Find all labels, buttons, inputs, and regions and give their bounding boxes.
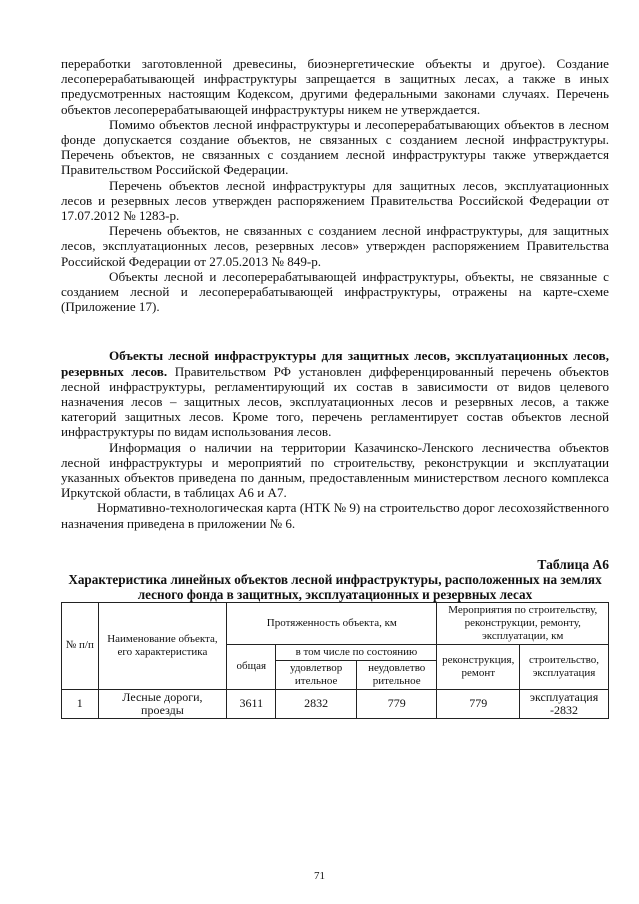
cell-num: 1 — [62, 689, 99, 718]
header-unsatisfactory: неудовлетво рительное — [356, 660, 437, 689]
paragraph-info: Информация о наличии на территории Казачинско-Ленского лесничества объектов лесной инфраструктуры и мероприятий по строительству, реконструкции и эксплуатации указанных объектов приведена по данным, предоставленным министерством лесного комплекса Иркутской области, в таблицах А6 и А7. — [61, 439, 609, 501]
document-page — [61, 56, 609, 719]
paragraph-1: переработки заготовленной древесины, биоэнергетические объекты и другое). Создание лесоперерабатывающей инфраструктуры запрещается в защитных лесах, а также в иных предусмотренных настоящим Кодексом, другими федеральными законами случаях. Перечень объектов лесоперерабатывающей инфраструктуры никем не утверждается. — [61, 56, 609, 117]
page-number: 71 — [314, 870, 325, 882]
table-title: Характеристика линейных объектов лесной инфраструктуры, расположенных на землях лесного фонда в защитных, эксплуатационных и резервных лесах — [68, 571, 602, 602]
section-text: Правительством РФ установлен дифференцированный перечень объектов лесной инфраструктуры, регламентирующий их состав в зависимости от видов целевого назначения лесов – защитных лесов, эксплуатационных лесов и резервных лесов, а также категорий защитных лесов. Кроме того, перечень регламентирует состав объектов лесной инфраструктуры по видам использования лесов. — [61, 363, 609, 440]
paragraph-4: Перечень объектов, не связанных с созданием лесной инфраструктуры, для защитных лесов, эксплуатационных лесов, резервных лесов» утвержден распоряжением Правительства Российской Федерации от 27.05.2013 № 849-р. — [61, 223, 609, 269]
spacer — [61, 314, 609, 348]
header-num: № п/п — [62, 602, 99, 689]
cell-total: 3611 — [227, 689, 276, 718]
paragraph-2: Помимо объектов лесной инфраструктуры и лесоперерабатывающих объектов в лесном фонде допускается создание объектов, не связанных с созданием лесной инфраструктуры. Перечень объектов, не связанных с созданием лесной инфраструктуры также утверждается Правительством Российской Федерации. — [61, 116, 609, 178]
cell-unsatisfactory: 779 — [356, 689, 437, 718]
header-reconstruction: реконструкция, ремонт — [437, 644, 520, 689]
cell-construction: эксплуатация -2832 — [520, 689, 609, 718]
header-length: Протяженность объекта, км — [227, 602, 437, 644]
header-measures: Мероприятия по строительству, реконструкции, ремонту, эксплуатации, км — [437, 602, 609, 644]
cell-name: Лесные дороги, проезды — [98, 689, 227, 718]
paragraph-ntk: Нормативно-технологическая карта (НТК № 9) на строительство дорог лесохозяйственного назначения приведена в приложении № 6. — [61, 500, 609, 531]
table-row — [62, 689, 609, 718]
header-total: общая — [227, 644, 276, 689]
paragraph-5: Объекты лесной и лесоперерабатывающей инфраструктуры, объекты, не связанные с созданием лесной и лесоперерабатывающей инфраструктуры, отражены на карте-схеме (Приложение 17). — [61, 268, 609, 315]
header-including: в том числе по состоянию — [276, 644, 437, 660]
table-label: Таблица А6 — [537, 556, 609, 572]
section-paragraph — [61, 348, 609, 439]
section-bold-lead: Объекты лесной инфраструктуры для защитных лесов, эксплуатационных лесов, резервных лесов. — [61, 348, 609, 379]
header-construction: строительство, эксплуатация — [520, 644, 609, 689]
cell-satisfactory: 2832 — [276, 689, 357, 718]
infrastructure-table — [61, 602, 609, 719]
spacer — [61, 531, 609, 557]
header-satisfactory: удовлетвор ительное — [276, 660, 357, 689]
cell-reconstruction: 779 — [437, 689, 520, 718]
paragraph-3: Перечень объектов лесной инфраструктуры для защитных лесов, эксплуатационных лесов и резервных лесов утвержден распоряжением Правительства Российской Федерации от 17.07.2012 № 1283-р. — [61, 177, 609, 224]
header-name: Наименование объекта, его характеристика — [98, 602, 227, 689]
